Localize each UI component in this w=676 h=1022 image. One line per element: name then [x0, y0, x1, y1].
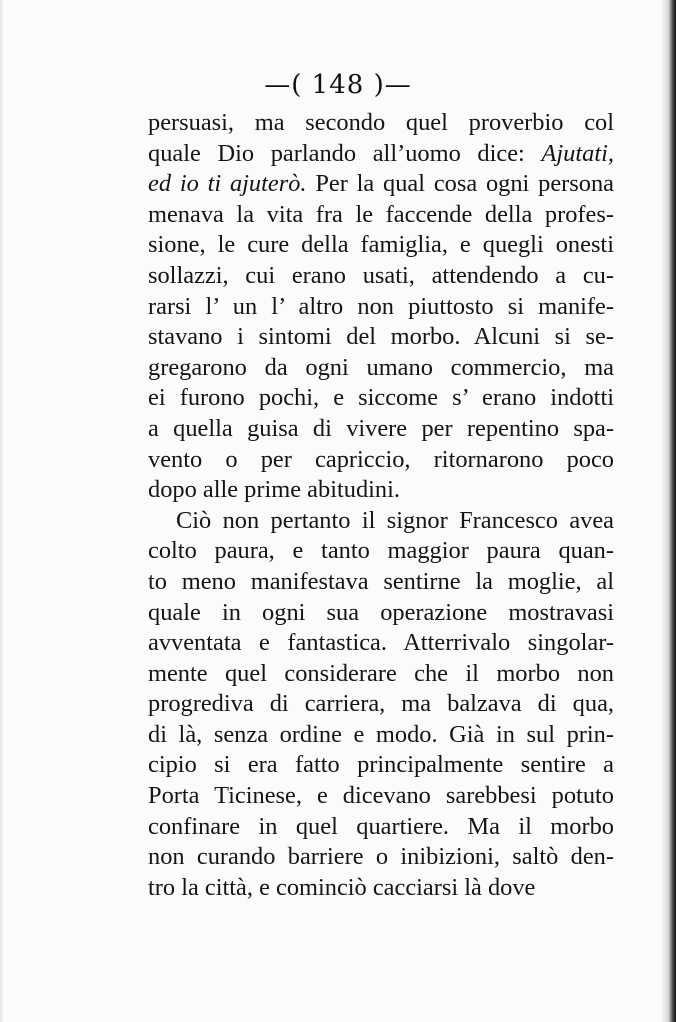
page-number: —( 148 )—	[264, 70, 412, 100]
text-line	[148, 261, 614, 292]
text-line	[148, 108, 614, 139]
text-segment: gregarono da ogni umano commercio, ma	[148, 353, 614, 381]
text-segment: mente quel considerare che il morbo non	[148, 659, 614, 687]
text-segment: persuasi, ma secondo quel proverbio col	[148, 109, 614, 136]
text-line	[148, 842, 614, 873]
body-text	[148, 108, 614, 903]
text-line	[148, 536, 614, 567]
text-segment: colto paura, e tanto maggior paura quan-	[148, 537, 614, 565]
text-segment: to meno manifestava sentirne la moglie, al	[148, 567, 614, 595]
text-segment: Ciò non pertanto il signor Francesco avea	[176, 506, 614, 534]
text-line	[148, 169, 614, 200]
text-line	[148, 445, 614, 476]
text-segment: avventata e fantastica. Atterrivalo singolar-	[148, 629, 614, 657]
italic-text: Ajutati,	[541, 139, 614, 167]
text-line	[148, 139, 614, 170]
text-line	[148, 659, 614, 690]
text-segment: rarsi l’ un l’ altro non piuttosto si manife-	[148, 292, 614, 320]
text-segment: ei furono pochi, e siccome s’ erano indotti	[148, 384, 614, 412]
text-segment: Per la qual cosa ogni persona	[306, 170, 614, 198]
text-line	[148, 322, 614, 353]
text-segment: cipio si era fatto principalmente sentire a	[148, 751, 614, 779]
text-line	[148, 781, 614, 812]
text-segment: confinare in quel quartiere. Ma il morbo	[148, 812, 614, 840]
text-line	[148, 598, 614, 629]
text-segment: tro la città, e cominciò cacciarsi là dove	[148, 873, 536, 901]
text-segment: sollazzi, cui erano usati, attendendo a cu-	[148, 261, 614, 289]
text-line	[148, 689, 614, 720]
text-segment: quale Dio parlando all’uomo dice:	[148, 139, 542, 167]
text-line	[148, 506, 614, 537]
page-right-edge-shadow	[662, 0, 676, 1022]
text-segment: di là, senza ordine e modo. Già in sul prin-	[148, 720, 614, 748]
text-segment: vento o per capriccio, ritornarono poco	[148, 445, 614, 473]
text-segment: a quella guisa di vivere per repentino spa-	[148, 414, 614, 442]
text-line	[148, 292, 614, 323]
page-left-edge	[0, 0, 4, 1022]
text-line	[148, 567, 614, 598]
text-line	[148, 414, 614, 445]
text-line	[148, 873, 614, 904]
text-segment: quale in ogni sua operazione mostravasi	[148, 598, 614, 626]
text-segment: menava la vita fra le faccende della profes-	[148, 200, 614, 228]
text-line	[148, 750, 614, 781]
text-line	[148, 230, 614, 261]
text-line	[148, 720, 614, 751]
text-line	[148, 475, 614, 506]
text-line	[148, 812, 614, 843]
text-segment: Porta Ticinese, e dicevano sarebbesi potuto	[148, 782, 614, 810]
italic-text: ed io ti ajuterò.	[148, 170, 307, 198]
text-line	[148, 383, 614, 414]
text-line	[148, 200, 614, 231]
text-line	[148, 628, 614, 659]
text-line	[148, 353, 614, 384]
text-segment: non curando barriere o inibizioni, saltò den-	[148, 843, 614, 871]
text-segment: progrediva di carriera, ma balzava di qua,	[148, 690, 614, 718]
text-segment: stavano i sintomi del morbo. Alcuni si se-	[148, 323, 614, 351]
text-segment: dopo alle prime abitudini.	[148, 476, 400, 504]
paragraph	[148, 506, 614, 904]
text-segment: sione, le cure della famiglia, e quegli onesti	[148, 231, 614, 259]
paragraph	[148, 108, 614, 506]
